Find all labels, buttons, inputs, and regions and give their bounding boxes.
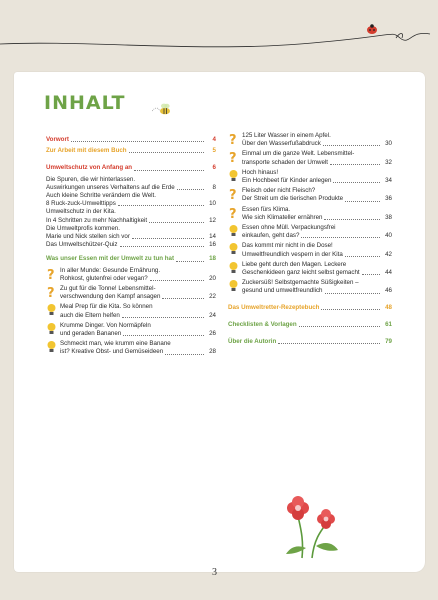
toc-entry[interactable]: Essen ohne Müll. Verpackungsfrei einkaufen, geht das? 40 <box>228 224 392 240</box>
toc-section-arbeit[interactable]: Zur Arbeit mit diesem Buch 5 <box>46 147 216 155</box>
flower-illustration <box>282 488 342 560</box>
toc-entry[interactable]: ? Essen fürs Klima. Wie sich Klimateller ernähren 38 <box>229 205 392 221</box>
question-mark-icon <box>228 206 239 220</box>
svg-text:?: ? <box>229 133 237 146</box>
toc-item[interactable]: Auch kleine Schritte verändern die Welt. <box>46 192 156 200</box>
bee-icon <box>152 101 174 117</box>
toc-entry[interactable]: Liebe geht durch den Magen. Leckere Geschenkideen ganz leicht selbst gemacht 44 <box>228 261 392 277</box>
svg-text:?: ? <box>229 188 237 202</box>
question-mark-icon <box>228 150 239 164</box>
toc-item[interactable]: In 4 Schritten zu mehr Nachhaltigkeit 12 <box>46 216 216 224</box>
page-number: 3 <box>212 567 217 578</box>
toc-item[interactable]: Die Umweltprofis kommen. <box>46 224 120 232</box>
ladybug-icon <box>366 24 378 34</box>
toc-section-essen[interactable]: Was unser Essen mit der Umwelt zu tun hat 18 <box>46 255 216 263</box>
lightbulb-icon <box>228 169 239 183</box>
toc-section-rezeptebuch[interactable]: Das Umweltretter-Rezeptebuch 48 <box>228 303 392 311</box>
toc-item[interactable]: Auswirkungen unseres Verhaltens auf die Erde 8 <box>46 183 216 191</box>
toc-entry[interactable]: ? Zu gut für die Tonne! Lebensmittel- verschwendung den Kampf ansagen 22 <box>47 285 216 301</box>
question-mark-icon <box>228 187 239 201</box>
toc-entry[interactable]: Zuckersüß! Selbstgemachte Süßigkeiten – gesund und umweltfreundlich 46 <box>228 279 392 295</box>
toc-entry[interactable]: Das kommt mir nicht in die Dose! Umweltfreundlich vespern in der Kita 42 <box>228 242 392 258</box>
page-title: INHALT <box>44 92 126 114</box>
toc-item[interactable]: Marie und Nick stellen sich vor 14 <box>46 233 216 241</box>
toc-right-column <box>228 132 392 349</box>
question-mark-icon <box>46 267 57 281</box>
lightbulb-icon <box>228 279 239 293</box>
lightbulb-icon <box>46 303 57 317</box>
toc-entry[interactable]: Hoch hinaus! Ein Hochbeet für Kinder anlegen 34 <box>228 169 392 185</box>
lightbulb-icon <box>228 261 239 275</box>
svg-text:?: ? <box>47 267 55 281</box>
svg-text:?: ? <box>47 286 55 300</box>
toc-item[interactable]: Umweltschutz in der Kita. <box>46 208 116 216</box>
toc-entry[interactable]: ? Fleisch oder nicht Fleisch? Der Streit um die tierischen Produkte 36 <box>229 187 392 203</box>
svg-text:?: ? <box>229 151 237 165</box>
toc-entry[interactable]: ? 125 Liter Wasser in einem Apfel. Über den Wasserfußabdruck 30 <box>229 132 392 148</box>
toc-left-column <box>46 136 216 359</box>
lightbulb-icon <box>228 224 239 238</box>
toc-section-checklisten[interactable]: Checklisten & Vorlagen 61 <box>228 320 392 328</box>
svg-text:?: ? <box>229 206 237 220</box>
lightbulb-icon <box>228 242 239 256</box>
toc-item[interactable]: 8 Ruck-zuck-Umwelttipps 10 <box>46 200 216 208</box>
toc-section-umweltschutz[interactable]: Umweltschutz von Anfang an 6 <box>46 164 216 172</box>
toc-section-vorwort[interactable]: Vorwort 4 <box>46 136 216 143</box>
toc-section-autorin[interactable]: Über die Autorin 79 <box>228 338 392 346</box>
lightbulb-icon <box>46 340 57 354</box>
toc-entry[interactable]: Meal Prep für die Kita. So können auch die Eltern helfen 24 <box>46 303 216 319</box>
question-mark-icon <box>46 285 57 299</box>
toc-entry[interactable]: Schmeckt man, wie krumm eine Banane ist? Kreative Obst- und Gemüseideen 28 <box>46 340 216 356</box>
toc-entry[interactable]: Krumme Dinger. Von Normäpfeln und geraden Bananen 26 <box>46 322 216 338</box>
toc-item[interactable]: Die Spuren, die wir hinterlassen. <box>46 175 136 183</box>
lightbulb-icon <box>46 322 57 336</box>
toc-item[interactable]: Das Umweltschützer-Quiz 16 <box>46 241 216 249</box>
question-mark-icon <box>228 132 239 146</box>
toc-entry[interactable]: ? In aller Munde: Gesunde Ernährung. Rohkost, glutenfrei oder vegan? 20 <box>47 266 216 282</box>
toc-entry[interactable]: ? Einmal um die ganze Welt. Lebensmittel- transporte schaden der Umwelt 32 <box>229 150 392 166</box>
